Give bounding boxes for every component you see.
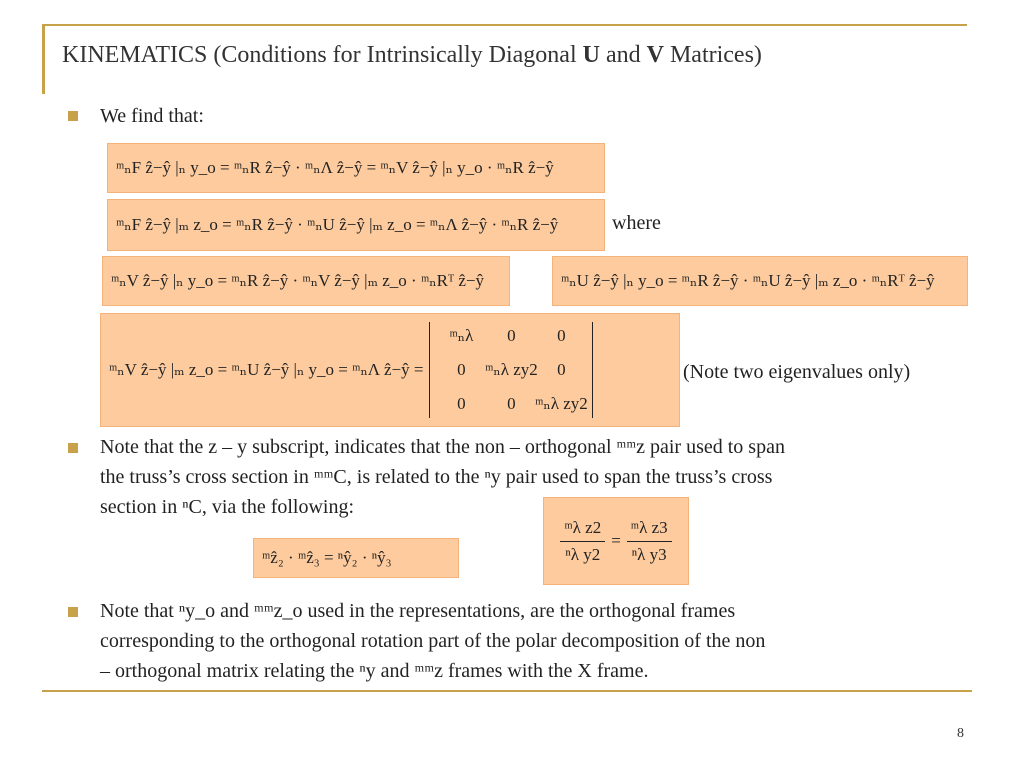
lambda-matrix xyxy=(429,322,593,418)
bullet-3-line-1: Note that ⁿy_o and ᵐᵐz_o used in the representations, are the orthogonal frames xyxy=(100,600,736,622)
bullet-marker-2 xyxy=(68,443,78,453)
equation-5 xyxy=(100,313,680,427)
where-label: where xyxy=(612,212,661,234)
matrix-cell-32: 0 xyxy=(507,394,516,413)
equation-7 xyxy=(543,497,689,585)
fraction-left-denominator: ⁿλ y2 xyxy=(565,544,601,564)
matrix-cell-12: 0 xyxy=(507,326,516,345)
title-suffix: Matrices) xyxy=(663,42,762,68)
fraction-right-denominator: ⁿλ y3 xyxy=(631,544,667,564)
equation-1-text: ᵐₙF ẑ−ŷ |ₙ y_o = ᵐₙR ẑ−ŷ · ᵐₙΛ ẑ−ŷ = ᵐₙV ẑ−ŷ |ₙ y_o · ᵐₙR ẑ−ŷ xyxy=(116,158,554,177)
fraction-left xyxy=(560,518,605,565)
matrix-cell-13: 0 xyxy=(557,326,566,345)
matrix-cell-11: ᵐₙλ xyxy=(449,326,474,345)
bullet-1-text: We find that: xyxy=(100,105,204,127)
fraction-right-numerator: ᵐλ z3 xyxy=(627,518,672,542)
bullet-marker-3 xyxy=(68,607,78,617)
title-v: V xyxy=(646,42,664,68)
matrix-cell-21: 0 xyxy=(457,360,466,379)
equation-5-lhs: ᵐₙV ẑ−ŷ |ₘ z_o = ᵐₙU ẑ−ŷ |ₙ y_o = ᵐₙΛ ẑ−ŷ = xyxy=(109,360,424,379)
equation-7-equals: = xyxy=(611,531,621,550)
title-and: and xyxy=(599,42,647,68)
bullet-2-line-3: section in ⁿC, via the following: xyxy=(100,496,355,518)
matrix-cell-31: 0 xyxy=(457,394,466,413)
equation-6 xyxy=(253,538,459,578)
equation-4 xyxy=(552,256,968,306)
matrix-cell-22: ᵐₙλ zy2 xyxy=(485,360,538,379)
equation-3 xyxy=(102,256,510,306)
equation-6-text: ᵐẑ₂ · ᵐẑ₃ = ⁿŷ₂ · ⁿŷ₃ xyxy=(262,548,392,567)
title-u: U xyxy=(582,42,600,68)
bullet-2-line-1: Note that the z – y subscript, indicates that the non – orthogonal ᵐᵐz pair used to span xyxy=(100,436,785,458)
bullet-3-line-3: – orthogonal matrix relating the ⁿy and ᵐᵐz frames with the X frame. xyxy=(100,660,649,682)
page-number: 8 xyxy=(957,726,964,741)
bullet-marker-1 xyxy=(68,111,78,121)
matrix-cell-23: 0 xyxy=(557,360,566,379)
fraction-right xyxy=(627,518,672,565)
equation-2-text: ᵐₙF ẑ−ŷ |ₘ z_o = ᵐₙR ẑ−ŷ · ᵐₙU ẑ−ŷ |ₘ z_o = ᵐₙΛ ẑ−ŷ · ᵐₙR ẑ−ŷ xyxy=(116,215,559,234)
bullet-3-text xyxy=(100,596,980,686)
title-prefix: KINEMATICS (Conditions for Intrinsically Diagonal xyxy=(62,42,583,68)
equation-1 xyxy=(107,143,605,193)
bullet-2-text xyxy=(100,432,980,522)
footer-divider xyxy=(42,690,972,692)
title-accent-horizontal xyxy=(42,24,967,26)
equation-3-text: ᵐₙV ẑ−ŷ |ₙ y_o = ᵐₙR ẑ−ŷ · ᵐₙV ẑ−ŷ |ₘ z_o · ᵐₙRᵀ ẑ−ŷ xyxy=(111,271,485,290)
bullet-3-line-2: corresponding to the orthogonal rotation part of the polar decomposition of the non xyxy=(100,630,766,652)
slide-title xyxy=(62,42,762,69)
equation-4-text: ᵐₙU ẑ−ŷ |ₙ y_o = ᵐₙR ẑ−ŷ · ᵐₙU ẑ−ŷ |ₘ z_o · ᵐₙRᵀ ẑ−ŷ xyxy=(561,271,935,290)
title-accent-vertical xyxy=(42,24,45,94)
equation-2 xyxy=(107,199,605,251)
bullet-2-line-2: the truss’s cross section in ᵐᵐC, is related to the ⁿy pair used to span the truss’s cross xyxy=(100,466,773,488)
matrix-cell-33: ᵐₙλ zy2 xyxy=(535,394,588,413)
fraction-left-numerator: ᵐλ z2 xyxy=(560,518,605,542)
eigenvalue-note: (Note two eigenvalues only) xyxy=(683,361,911,383)
